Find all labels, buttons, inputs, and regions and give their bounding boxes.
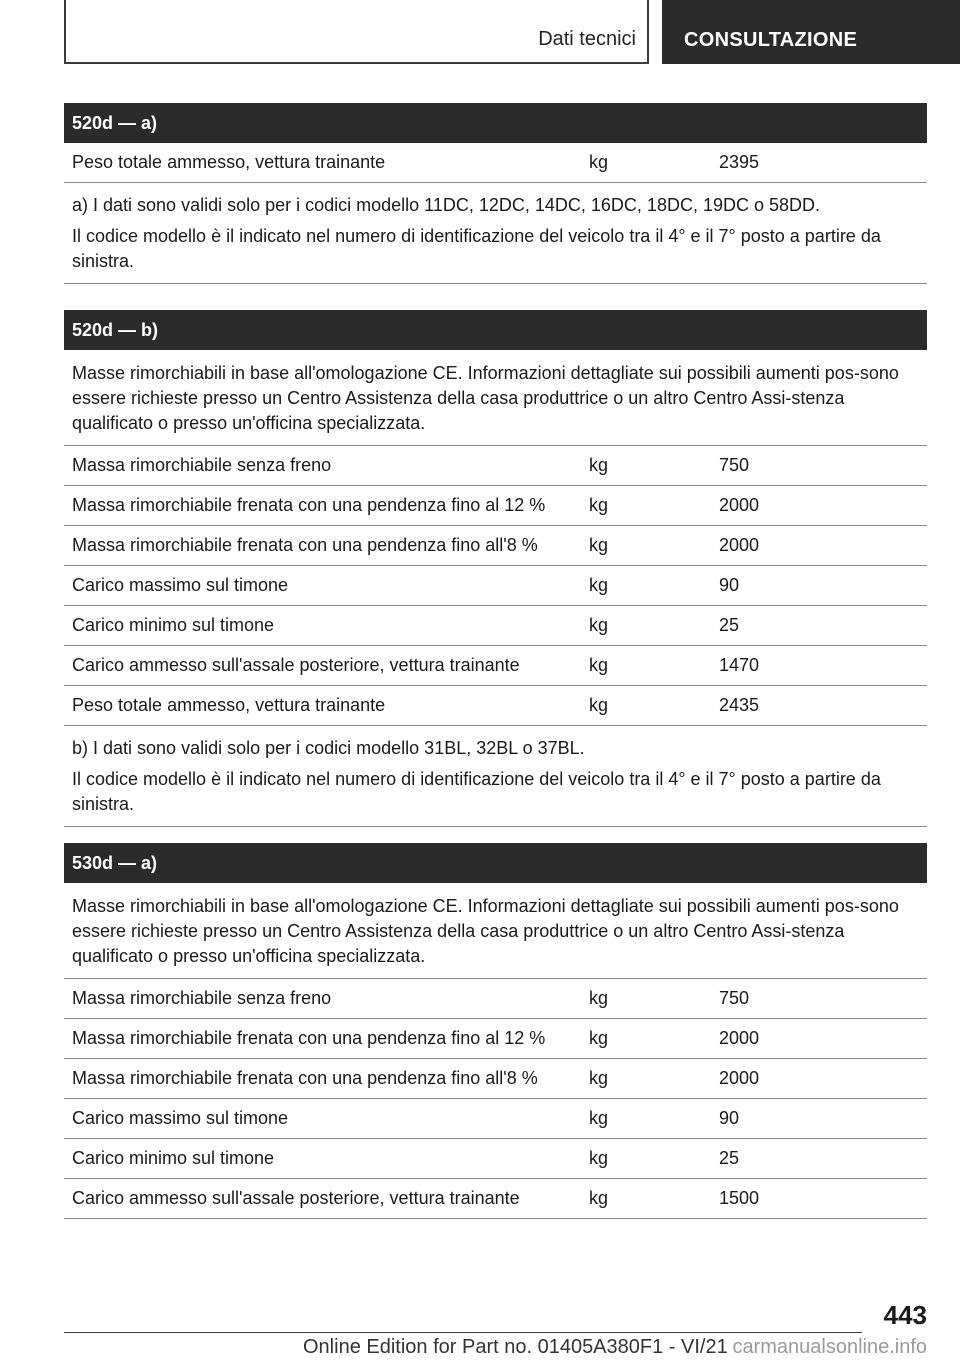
table-row: [64, 566, 927, 606]
header-chapter-label: CONSULTAZIONE: [684, 29, 858, 51]
table-row: [64, 1019, 927, 1059]
row-label: Carico ammesso sull'assale posteriore, vettura trainante: [72, 1188, 520, 1208]
row-unit: kg: [589, 455, 609, 475]
block-title: 530d — a): [64, 843, 927, 883]
row-label: Massa rimorchiabile senza freno: [72, 988, 332, 1008]
table-row: [64, 1059, 927, 1099]
row-unit: kg: [589, 1188, 609, 1208]
row-label: Carico minimo sul timone: [72, 1148, 275, 1168]
row-label: Massa rimorchiabile frenata con una pendenza fino all'8 %: [72, 1068, 538, 1088]
page-header: [0, 0, 960, 66]
row-value: 750: [719, 988, 750, 1008]
row-value: 2000: [719, 1028, 760, 1048]
table-row: [64, 1139, 927, 1179]
spec-block-520d-b: [64, 310, 927, 827]
table-row: [64, 1099, 927, 1139]
block-title: 520d — a): [64, 103, 927, 143]
header-chapter-tab: [662, 0, 960, 64]
footer-divider: [64, 1332, 862, 1333]
row-label: Peso totale ammesso, vettura trainante: [72, 695, 386, 715]
row-label: Carico massimo sul timone: [72, 575, 289, 595]
table-row: [64, 446, 927, 486]
row-unit: kg: [589, 152, 609, 172]
row-unit: kg: [589, 695, 609, 715]
block-footnote: [64, 183, 927, 284]
row-unit: kg: [589, 535, 609, 555]
header-section-title: Dati tecnici: [538, 28, 636, 50]
table-row: [64, 979, 927, 1019]
row-unit: kg: [589, 495, 609, 515]
row-value: 2435: [719, 695, 760, 715]
row-value: 2395: [719, 152, 760, 172]
row-unit: kg: [589, 655, 609, 675]
block-footnote: [64, 726, 927, 827]
block-title: 520d — b): [64, 310, 927, 350]
footnote-model-code: Il codice modello è il indicato nel numero di identificazione del veicolo tra il 4° e il 7° posto a partire da sinistra.: [72, 226, 881, 271]
table-row: [64, 1179, 927, 1219]
row-label: Massa rimorchiabile senza freno: [72, 455, 332, 475]
spec-block-530d-a: [64, 843, 927, 1219]
row-label: Massa rimorchiabile frenata con una pendenza fino al 12 %: [72, 1028, 546, 1048]
footnote-validity: b) I dati sono validi solo per i codici modello 31BL, 32BL o 37BL.: [72, 738, 585, 758]
table-row: [64, 143, 927, 183]
row-value: 2000: [719, 495, 760, 515]
row-unit: kg: [589, 1068, 609, 1088]
spec-block-520d-a: [64, 103, 927, 284]
row-unit: kg: [589, 615, 609, 635]
table-row: [64, 606, 927, 646]
row-value: 1500: [719, 1188, 760, 1208]
row-unit: kg: [589, 988, 609, 1008]
watermark: carmanualsonline.info: [732, 1336, 927, 1358]
row-unit: kg: [589, 575, 609, 595]
row-unit: kg: [589, 1108, 609, 1128]
edition-info: Online Edition for Part no. 01405A380F1 - VI/21: [303, 1336, 728, 1358]
row-value: 750: [719, 455, 750, 475]
row-label: Carico minimo sul timone: [72, 615, 275, 635]
row-unit: kg: [589, 1028, 609, 1048]
table-row: [64, 646, 927, 686]
page-number: 443: [883, 1300, 927, 1330]
block-intro: Masse rimorchiabili in base all'omologazione CE. Informazioni dettagliate sui possibili aumenti pos-sono essere richieste presso un Centro Assistenza della casa produttrice o un altro Centro Assi-stenza qualificato o presso un'officina specializzata.: [64, 883, 927, 979]
row-value: 90: [719, 1108, 740, 1128]
table-row: [64, 686, 927, 726]
footnote-model-code: Il codice modello è il indicato nel numero di identificazione del veicolo tra il 4° e il 7° posto a partire da sinistra.: [72, 769, 881, 814]
row-label: Carico ammesso sull'assale posteriore, vettura trainante: [72, 655, 520, 675]
row-value: 25: [719, 615, 740, 635]
table-row: [64, 486, 927, 526]
row-label: Massa rimorchiabile frenata con una pendenza fino al 12 %: [72, 495, 546, 515]
block-intro: Masse rimorchiabili in base all'omologazione CE. Informazioni dettagliate sui possibili aumenti pos-sono essere richieste presso un Centro Assistenza della casa produttrice o un altro Centro Assi-stenza qualificato o presso un'officina specializzata.: [64, 350, 927, 446]
row-label: Massa rimorchiabile frenata con una pendenza fino all'8 %: [72, 535, 538, 555]
row-label: Peso totale ammesso, vettura trainante: [72, 152, 386, 172]
row-unit: kg: [589, 1148, 609, 1168]
row-value: 2000: [719, 535, 760, 555]
row-label: Carico massimo sul timone: [72, 1108, 289, 1128]
table-row: [64, 526, 927, 566]
row-value: 90: [719, 575, 740, 595]
row-value: 2000: [719, 1068, 760, 1088]
footnote-validity: a) I dati sono validi solo per i codici modello 11DC, 12DC, 14DC, 16DC, 18DC, 19DC o 58DD.: [72, 195, 821, 215]
row-value: 1470: [719, 655, 760, 675]
row-value: 25: [719, 1148, 740, 1168]
